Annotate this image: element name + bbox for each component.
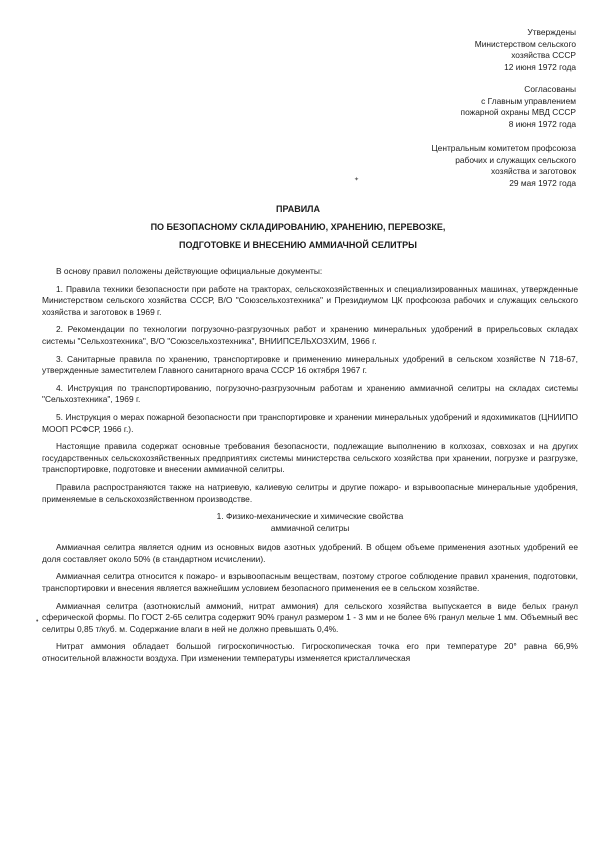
approval-block-fire-protection — [461, 84, 576, 130]
document-item: 5. Инструкция о мерах пожарной безопасности при транспортировке и хранении минеральных удобрений и ядохимикатов (ЦНИИПО МООП РСФСР, 1966 г.). — [42, 411, 578, 434]
section-paragraph: Аммиачная селитра (азотнокислый аммоний, нитрат аммония) для сельского хозяйства выпускается в виде белых гранул сферической формы. По ГОСТ 2-65 селитра содержит 90% гранул размером 1 - 3 мм и не более 6% гранул мельче 1 мм. Объемный вес селитры 0,85 т/куб. м. Содержание влаги в ней не должно превышать 0,4%. — [42, 600, 578, 634]
approval-block-ministry — [475, 27, 576, 73]
approval-block-union — [431, 143, 576, 189]
approval-line: Согласованы — [524, 84, 576, 94]
approval-line: 12 июня 1972 года — [504, 61, 576, 72]
approval-line: рабочих и служащих сельского — [455, 154, 576, 165]
section-heading — [42, 511, 578, 534]
title-line: ПРАВИЛА — [276, 204, 320, 214]
approval-line: Утверждены — [527, 27, 576, 37]
approval-line: хозяйства и заготовок — [491, 166, 576, 177]
intro-paragraph: В основу правил положены действующие официальные документы: — [56, 266, 323, 276]
scan-mark: ✦ — [354, 177, 360, 183]
document-item: 1. Правила техники безопасности при работе на тракторах, сельскохозяйственных и специализированных машинах, утвержденные Министерством сельского хозяйства СССР, В/О "Союзсельхозтехника" и Президиумом ЦК профсоюза рабочих и служащих сельского хозяйства и заготовок в 1969 г. — [42, 283, 578, 317]
section-paragraph: Аммиачная селитра относится к пожаро- и взрывоопасным веществам, поэтому строгое соблюдение правил хранения, подготовки, транспортировки и внесения является важнейшим условием безопасного применения ее в сельском хозяйстве. — [42, 571, 578, 594]
section-paragraph: Нитрат аммония обладает большой гигроскопичностью. Гигроскопическая точка его при температуре 20° равна 66,9% относительной влажности воздуха. При изменении температуры изменяется кристаллическая — [42, 641, 578, 664]
section-heading-line: аммиачной селитры — [270, 522, 350, 533]
scope-paragraph: Настоящие правила содержат основные требования безопасности, подлежащие выполнению в колхозах, совхозах и на других государственных сельскохозяйственных предприятиях системы министерства сельского хозяйства при хранении, погрузке и разгрузке, транспортировке, подготовке и внесении аммиачной селитры. — [42, 441, 578, 475]
approval-line: хозяйства СССР — [511, 50, 576, 61]
section-paragraph: Аммиачная селитра является одним из основных видов азотных удобрений. В общем объеме применения азотных удобрений ее доля составляет около 50% (в стандартном исчислении). — [42, 542, 578, 564]
approval-line: Министерством сельского — [474, 38, 576, 49]
approval-line: с Главным управлением — [481, 95, 576, 106]
document-body — [42, 266, 578, 671]
document-item: 3. Санитарные правила по хранению, транспортировке и применению минеральных удобрений в сельском хозяйстве N 718-67, утвержденные заместителем Главного санитарного врача СССР 16 октября 1967 г. — [42, 353, 578, 376]
scan-dot: • — [36, 618, 39, 625]
document-title — [0, 203, 596, 257]
document-item: 2. Рекомендации по технологии погрузочно-разгрузочных работ и хранению минеральных удобрений в прирельсовых складах системы "Сельхозтехника", В/О "Союзсельхозтехника", ВНИИПСЕЛЬХОЗХИМ, 1966 г. — [42, 324, 578, 346]
document-item: 4. Инструкция по транспортированию, погрузочно-разгрузочным работам и хранению аммиачной селитры на складах системы "Сельхозтехника", 1969 г. — [42, 382, 578, 405]
approval-line: 29 мая 1972 года — [509, 177, 576, 188]
approval-line: Центральным комитетом профсоюза — [431, 143, 576, 153]
section-heading-line: 1. Физико-механические и химические свойства — [216, 511, 404, 522]
extend-paragraph: Правила распространяются также на натриевую, калиевую селитры и другие пожаро- и взрывоопасные минеральные удобрения, применяемые в сельскохозяйственном производстве. — [42, 481, 578, 504]
approval-line: 8 июня 1972 года — [508, 118, 576, 129]
title-line: ПО БЕЗОПАСНОМУ СКЛАДИРОВАНИЮ, ХРАНЕНИЮ, ПЕРЕВОЗКЕ, — [150, 222, 446, 232]
title-line: ПОДГОТОВКЕ И ВНЕСЕНИЮ АММИАЧНОЙ СЕЛИТРЫ — [179, 240, 417, 250]
approval-line: пожарной охраны МВД СССР — [460, 107, 576, 118]
